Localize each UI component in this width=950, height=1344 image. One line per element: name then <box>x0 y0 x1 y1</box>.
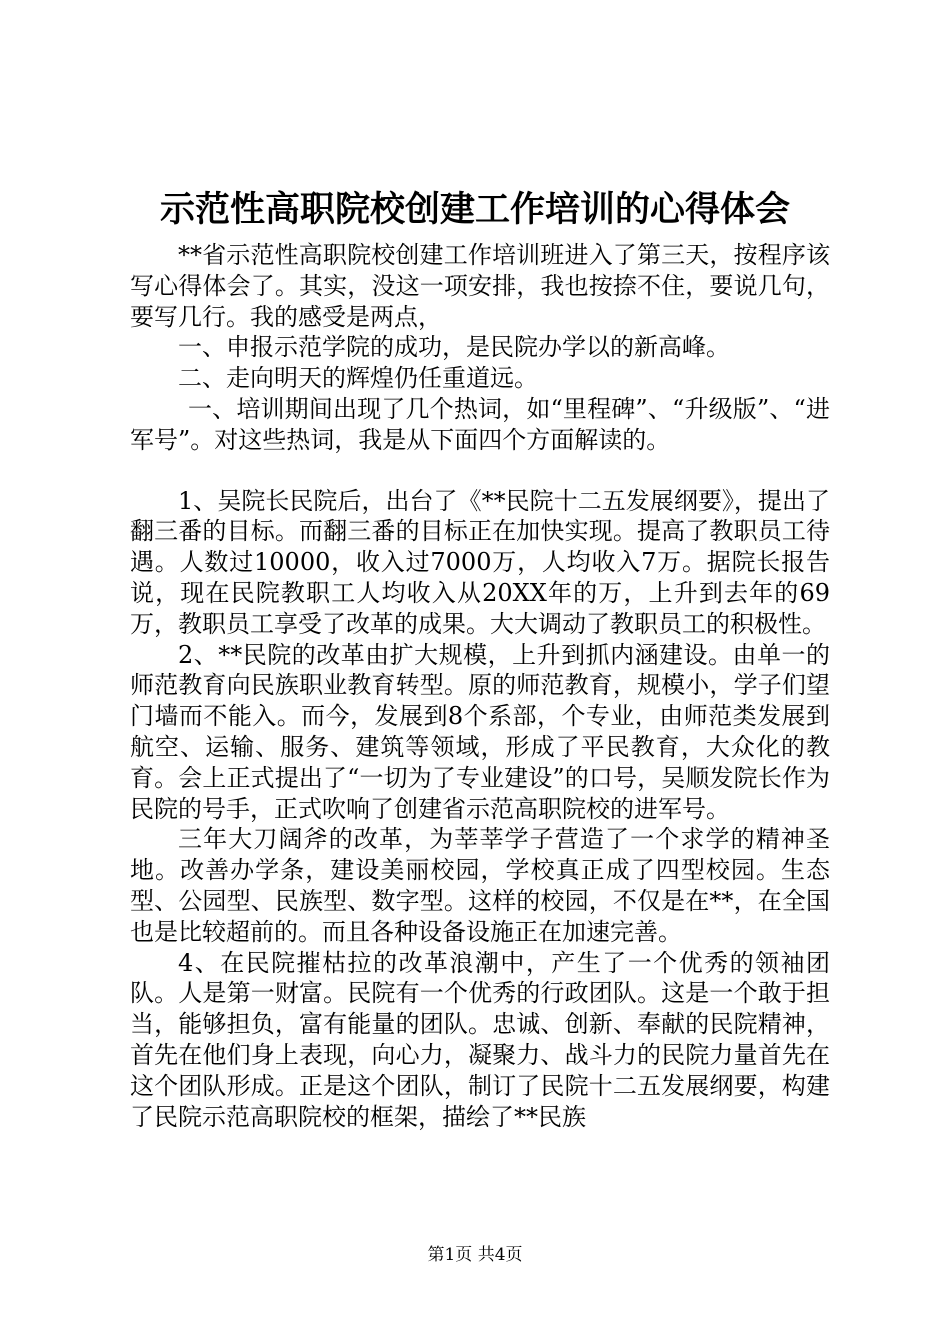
paragraph-intro: **省示范性高职院校创建工作培训班进入了第三天，按程序该写心得体会了。其实，没这一项安排，我也按捺不住，要说几句，要写几行。我的感受是两点， <box>130 241 830 331</box>
paragraph-section-one: 一、培训期间出现了几个热词，如“里程碑”、“升级版”、“进军号”。对这些热词，我是从下面四个方面解读的。 <box>130 394 830 454</box>
paragraph-point-two: 二、走向明天的辉煌仍任重道远。 <box>178 364 538 393</box>
paragraph-item-3: 三年大刀阔斧的改革，为莘莘学子营造了一个求学的精神圣地。改善办学条，建设美丽校园，学校真正成了四型校园。生态型、公园型、民族型、数字型。这样的校园，不仅是在**，在全国也是比较超前的。而且各种设备设施正在加速完善。 <box>130 825 830 946</box>
paragraph-point-one: 一、申报示范学院的成功，是民院办学以的新高峰。 <box>178 333 730 362</box>
document-title: 示范性高职院校创建工作培训的心得体会 <box>159 189 790 230</box>
paragraph-item-2: 2、**民院的改革由扩大规模，上升到抓内涵建设。由单一的师范教育向民族职业教育转型。原的师范教育，规模小，学子们望门墙而不能入。而今，发展到8个系部，个专业，由师范类发展到航空、运输、服务、建筑等领域，形成了平民教育，大众化的教育。会上正式提出了“一切为了专业建设”的口号，吴顺发院长作为民院的号手，正式吹响了创建省示范高职院校的进军号。 <box>130 640 830 823</box>
document-body <box>130 240 830 1132</box>
paragraph-item-4: 4、在民院摧枯拉的改革浪潮中，产生了一个优秀的领袖团队。人是第一财富。民院有一个优秀的行政团队。这是一个敢于担当，能够担负，富有能量的团队。忠诚、创新、奉献的民院精神，首先在他们身上表现，向心力，凝聚力、战斗力的民院力量首先在这个团队形成。正是这个团队，制订了民院十二五发展纲要，构建了民院示范高职院校的框架，描绘了**民族 <box>130 948 830 1131</box>
paragraph-item-1: 1、吴院长民院后，出台了《**民院十二五发展纲要》，提出了翻三番的目标。而翻三番的目标正在加快实现。提高了教职员工待遇。人数过10000，收入过7000万，人均收入7万。据院长报告说，现在民院教职工人均收入从20XX年的万，上升到去年的69万，教职员工享受了改革的成果。大大调动了教职员工的积极性。 <box>130 486 830 638</box>
paragraph-spacer <box>130 456 830 486</box>
page-footer: 第1页 共4页 <box>427 1245 523 1265</box>
